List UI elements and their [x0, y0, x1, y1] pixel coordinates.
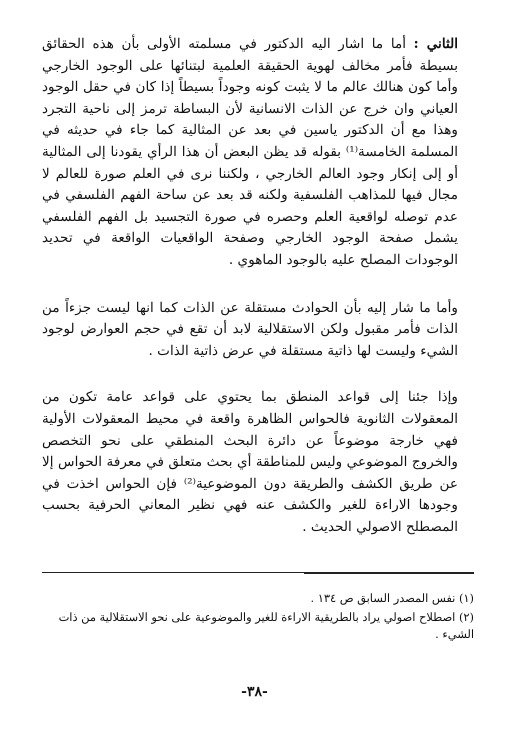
paragraph-1: [42, 34, 474, 272]
paragraph-2: [42, 298, 474, 363]
footnote-divider: [42, 572, 474, 573]
page-number: -٣٨-: [241, 684, 268, 700]
page-body: [42, 34, 474, 538]
paragraph-text: وأما ما شار إليه بأن الحوادث مستقلة عن الذات كما انها ليست جزءاً من الذات فأمر مقبول ولكن الاستقلالية لابد أن تقع في حجم العوارض لوجود الشيء وليست لها ذاتية مستقلة في عرض ذاتية الذات .: [42, 299, 458, 359]
paragraph-text: أما ما اشار اليه الدكتور في مسلمته الأولى بأن هذه الحقائق بسيطة فأمر مخالف لهوية الحقيقة العلمية لبتنائها على الوجود الخارجي وأما كون هنالك عالم ما لا يثبت كونه وجوداً بسيطاً إذا كان في حقل الوجود العياني وان خرج عن الذات الانسانية لأن البساطة ترمز إلى ناحية التجرد وهذا مع أن الدكتور ياسين في بعد عن المثالية كما جاء في حديثه في المسلمة الخامسة⁽¹⁾ بقوله قد يظن البعض أن هذا الرأي يقودنا إلى المثالية أو إلى إنكار وجود العالم الخارجي ، ولكننا نرى في العلم صورة للعالم لا مجال فيها للمذاهب الفلسفية ولكنه قد بعد عن ساحة الفهم الفلسفي في عدم توصله لواقعية العلم وحصره في صورة التجسيد بل الفهم الفلسفي يشمل صفحة الوجود الخارجي وصفحة الواقعيات الواقعة في تحديد الوجودات المصلح عليه بالوجود الماهوي .: [42, 36, 458, 268]
paragraph-text: وإذا جئنا إلى قواعد المنطق بما يحتوي على قواعد عامة تكون من المعقولات الثانوية فالحواس الظاهرة واقعة في محيط المعقولات الأولية فهي خارجة موضوعاً عن دائرة البحث المنطقي على نحو التخصص والخروج الموضوعي وليس للمناطقة أي بحث متعلق في معرفة الحواس إلا عن طريق الكشف والطريقة دون الموضوعية⁽²⁾ فإن الحواس اخذت في وجودها الاراءة للغير والكشف عنه فهي نظير المعاني الحرفية بحسب المصطلح الاصولي الحديث .: [42, 389, 458, 535]
footnotes: [42, 590, 474, 645]
footnote-divider-line: [304, 573, 474, 574]
footnote-2: (٢) اصطلاح اصولي يراد بالطريقية الاراءة للغير والموضوعية على نحو الاستقلالية من ذات الشيء .: [58, 610, 474, 641]
footnote-1: (١) نفس المصدر السابق ص ١٣٤ .: [310, 591, 474, 605]
paragraph-3: [42, 387, 474, 538]
paragraph-lead: الثاني :: [413, 36, 458, 52]
